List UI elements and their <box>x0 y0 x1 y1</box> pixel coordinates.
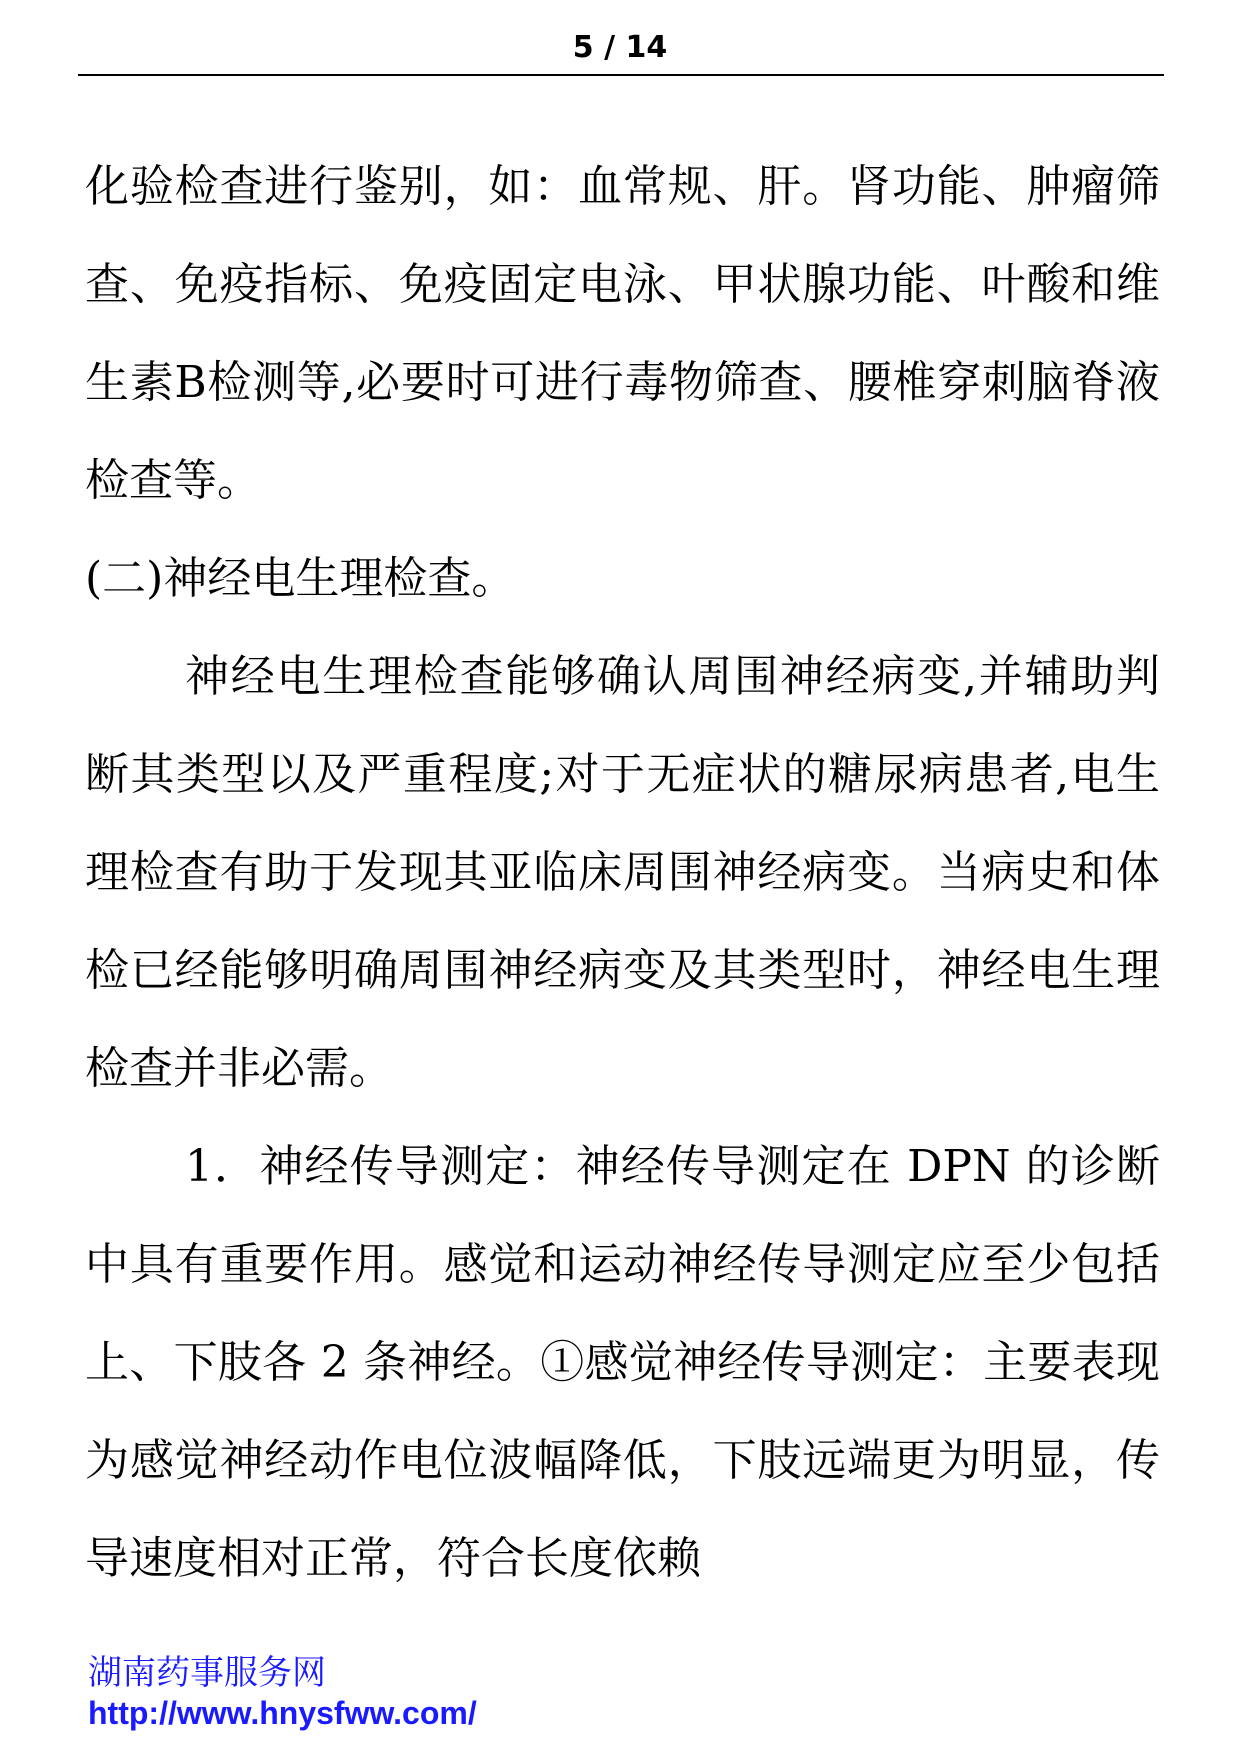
footer <box>88 1653 477 1733</box>
page-number: 5 / 14 <box>572 30 668 65</box>
section-heading-electrophysiology: (二)神经电生理检查。 <box>85 553 516 604</box>
paragraph-nerve-conduction: 1．神经传导测定：神经传导测定在 DPN 的诊断中具有重要作用。感觉和运动神经传导测定应至少包括上、下肢各 2 条神经。①感觉神经传导测定：主要表现为感觉神经动作电位波幅降低，下肢远端更为明显，传导速度相对正常，符合长度依赖 <box>85 1141 1160 1584</box>
document-body <box>85 138 1160 1608</box>
paragraph-electrophysiology: 神经电生理检查能够确认周围神经病变,并辅助判断其类型以及严重程度;对于无症状的糖尿病患者,电生理检查有助于发现其亚临床周围神经病变。当病史和体检已经能够明确周围神经病变及其类型时，神经电生理检查并非必需。 <box>85 651 1161 1094</box>
header-divider <box>78 74 1164 76</box>
paragraph-lab-tests: 化验检查进行鉴别，如：血常规、肝。肾功能、肿瘤筛查、免疫指标、免疫固定电泳、甲状腺功能、叶酸和维生素B检测等,必要时可进行毒物筛查、腰椎穿刺脑脊液检查等。 <box>85 161 1160 506</box>
footer-site-name: 湖南药事服务网 <box>88 1653 326 1693</box>
footer-site-link[interactable]: http://www.hnysfww.com/ <box>88 1695 477 1731</box>
